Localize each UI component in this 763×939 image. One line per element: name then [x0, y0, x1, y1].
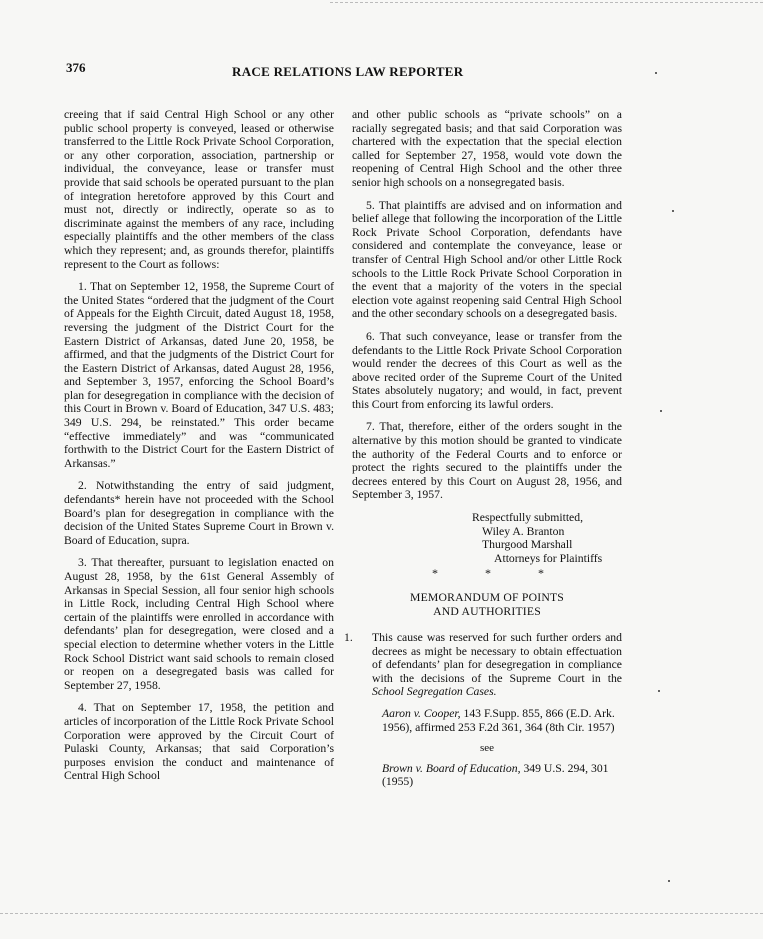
citation-aaron [352, 707, 622, 734]
section-asterisks: * * * [432, 566, 566, 581]
signature-closing: Respectfully submitted, [472, 511, 584, 525]
paragraph-6: 6. That such conveyance, lease or transfer from the defendants to the Little Rock Private School Corporation would render the decrees of this Court as well as the above recited order of the Supreme Court of the United States absolutely nugatory; and would, in fact, prevent this Court from enforcing its lawful orders. [352, 329, 622, 411]
see-signal: see [479, 742, 495, 755]
top-scan-rule [330, 2, 763, 3]
signature-block [472, 511, 622, 565]
memo-title [352, 591, 622, 619]
citation-aaron-name: Aaron v. Cooper, [382, 706, 461, 720]
scan-speck [668, 880, 670, 882]
paragraph-3: 3. That thereafter, pursuant to legislation enacted on August 28, 1958, by the 61st General Assembly of Arkansas in Special Session, all four senior high schools in Little Rock, including Central High School where certain of the plaintiffs were enrolled in accordance with defendants’ plan for desegregation, were closed and a special election to determine whether voters in the Little Rock School District want said schools to remain closed or reopen on a desegregated basis was called for September 27, 1958. [64, 556, 334, 692]
paragraph-2: 2. Notwithstanding the entry of said judgment, defendants* herein have not proceeded with the School Board’s plan for desegregation in compliance with the decision of the United States Supreme Court in Brown v. Board of Education, supra. [64, 479, 334, 547]
memo-point-case: School Segregation Cases. [372, 685, 497, 699]
scan-speck [655, 72, 657, 74]
memo-title-line-1: MEMORANDUM OF POINTS [409, 591, 564, 604]
right-column [344, 108, 622, 797]
signature-role: Attorneys for Plaintiffs [494, 551, 603, 565]
signature-name-2: Thurgood Marshall [482, 538, 573, 552]
memo-title-line-2: AND AUTHORITIES [433, 605, 541, 618]
citation-brown [352, 762, 622, 789]
scan-speck [672, 210, 674, 212]
paragraph-continued-right: and other public schools as “private schools” on a racially segregated basis; and that said Corporation was chartered with the expectation that the special election called for September 27, 1958, would vote down the reopening of Central High School and the other three senior high schools on a nonsegregated basis. [352, 108, 622, 189]
memo-point-text: This cause was reserved for such further orders and decrees as might be necessary to obtain effectuation of defendants’ plan for desegregation in compliance with the decisions of the Supreme Court in the [372, 631, 622, 685]
paragraph-4: 4. That on September 17, 1958, the petition and articles of incorporation of the Little Rock Private School Corporation were approved by the Circuit Court of Pulaski County, Arkansas; that said Corporation’s purposes envision the conduct and maintenance of Central High School [64, 701, 334, 783]
citation-brown-name: Brown v. Board of Education, [382, 761, 521, 775]
left-column [64, 108, 334, 792]
signature-name-1: Wiley A. Branton [482, 524, 565, 538]
bottom-scan-rule [0, 913, 763, 915]
paragraph-1: 1. That on September 12, 1958, the Supreme Court of the United States “ordered that the judgment of the Court of Appeals for the Eighth Circuit, dated August 18, 1958, reversing the judgment of the District Court for the Eastern District of Arkansas, dated June 20, 1958, be affirmed, and that the judgments of the District Court for the Eastern District of Arkansas, dated August 28, 1956, and September 3, 1957, enforcing the School Board’s plan for desegregation in compliance with the decision of this Court in Brown v. Board of Education, 347 U.S. 483; 349 U.S. 294, be reinstated.” This order became “effective immediately” and was “communicated forthwith to the District Court for the Eastern District of Arkansas.” [64, 280, 334, 470]
running-head: RACE RELATIONS LAW REPORTER [232, 64, 464, 79]
scan-speck [660, 410, 662, 412]
citation-aaron-reporter: 143 F.Supp. 855, 866 (E.D. Ark. 1956), affirmed 253 F.2d 361, 364 (8th Cir. 1957) [382, 706, 615, 734]
memo-point-number: 1. [344, 631, 353, 644]
memo-point-1 [344, 631, 622, 699]
paragraph-continued: creeing that if said Central High School or any other public school property is conveyed, leased or otherwise transferred to the Little Rock Private School Corporation, or any other corporation, association, partnership or individual, the conveyance, lease or transfer must provide that said schools be operated pursuant to the plan of integration heretofore approved by this Court and must not, directly or indirectly, operate so as to discriminate against the members of any race, including especially plaintiffs and the other members of the class which they represent; and, as grounds therefor, plaintiffs represent to the Court as follows: [64, 108, 334, 271]
page-number: 376 [66, 60, 86, 75]
citation-brown-reporter: 349 U.S. 294, 301 (1955) [382, 761, 609, 789]
paragraph-5: 5. That plaintiffs are advised and on information and belief allege that following the incorporation of the Little Rock Private School Corporation, defendants have considered and contemplate the conveyance, lease or transfer of Central High School and/or other Little Rock schools to the Little Rock Private School Corporation in the event that a majority of the voters in the special election vote against reopening said Central High School and the other secondary schools on a desegregated basis. [352, 198, 622, 321]
paragraph-7: 7. That, therefore, either of the orders sought in the alternative by this motion should be granted to vindicate the authority of the Federal Courts and to enforce or protect the rights secured to the plaintiffs under the decrees entered by this Court on August 28, 1956, and September 3, 1957. [352, 420, 622, 502]
scan-speck [658, 690, 660, 692]
